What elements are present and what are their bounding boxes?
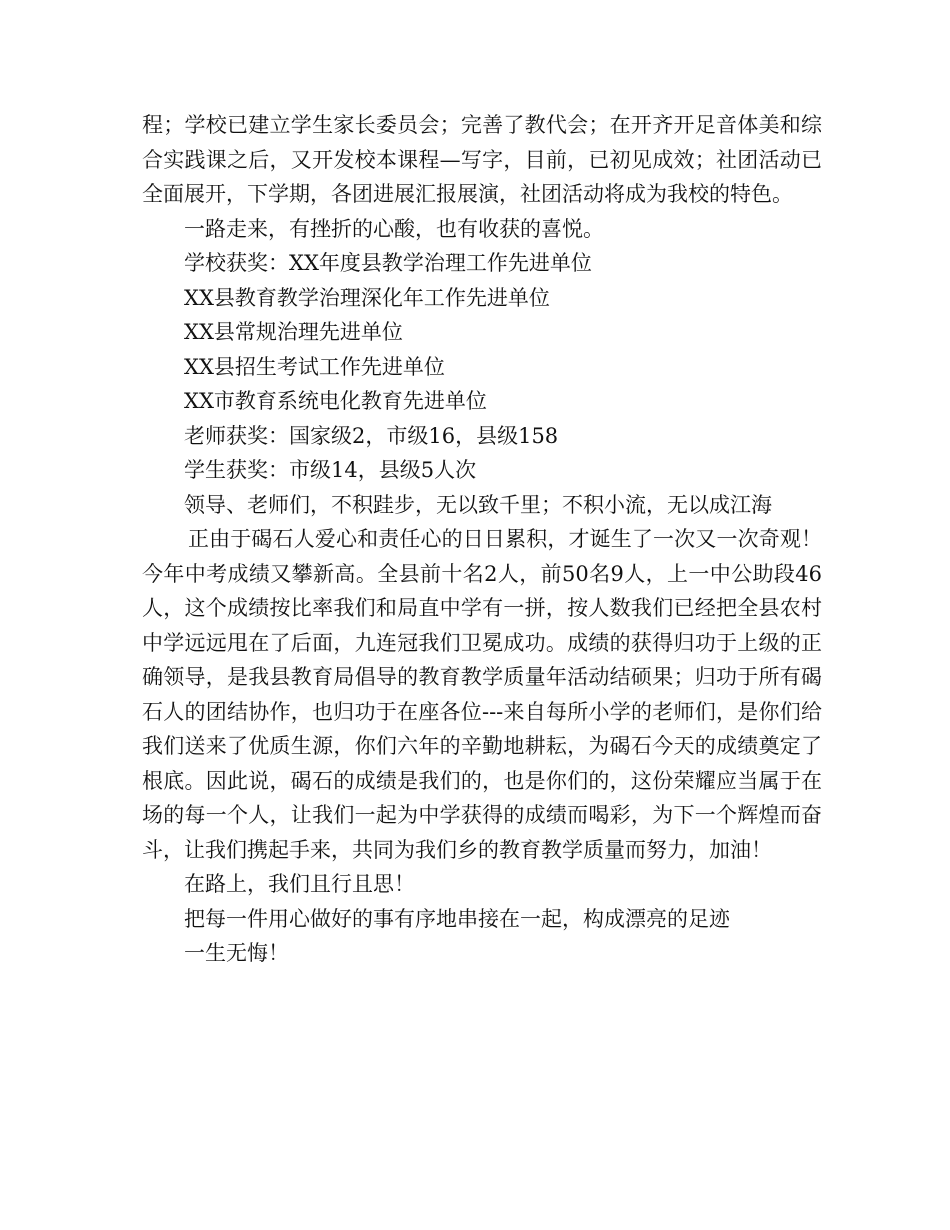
paragraph-teacher-awards: 老师获奖：国家级2，市级16，县级158 [184,423,559,448]
paragraph-school-development: 程；学校已建立学生家长委员会；完善了教代会；在开齐开足音体美和综合实践课之后，又开发校本课程—写字，目前，已初见成效；社团活动已全面展开，下学期，各团进展汇报展演，社团活动将成为我校的特色。 [142,113,822,206]
paragraph-journey: 一路走来，有挫折的心酸，也有收获的喜悦。 [184,216,604,241]
paragraph-footprints: 把每一件用心做好的事有序地串接在一起，构成漂亮的足迹 [184,906,730,931]
award-item: XX县教育教学治理深化年工作先进单位 [184,285,550,310]
paragraph-exam-results: 正由于碣石人爱心和责任心的日日累积，才诞生了一次又一次奇观！今年中考成绩又攀新高。全县前十名2人，前50名9人，上一中公助段46人，这个成绩按比率我们和局直中学有一拼，按人数我们已经把全县农村中学远远甩在了后面，九连冠我们卫冕成功。成绩的获得归功于上级的正确领导，是我县教育局倡导的教育教学质量年活动结硕果；归功于所有碣石人的团结协作，也归功于在座各位---来自每所小学的老师们，是你们给我们送来了优质生源，你们六年的辛勤地耕耘，为碣石今天的成绩奠定了根底。因此说，碣石的成绩是我们的，也是你们的，这份荣耀应当属于在场的每一个人，让我们一起为中学获得的成绩而喝彩，为下一个辉煌而奋斗，让我们携起手来，共同为我们乡的教育教学质量而努力，加油！ [142,527,822,862]
award-item: XX市教育系统电化教育先进单位 [184,389,487,413]
paragraph-school-awards: 学校获奖：XX年度县教学治理工作先进单位 [184,251,592,275]
paragraph-student-awards: 学生获奖：市级14，县级5人次 [184,458,477,482]
paragraph-on-the-road: 在路上，我们且行且思！ [184,872,415,896]
paragraph-quote: 领导、老师们，不积跬步，无以致千里；不积小流，无以成江海 [184,492,772,517]
award-item: XX县招生考试工作先进单位 [184,354,445,379]
document-body [142,108,822,971]
paragraph-no-regrets: 一生无悔！ [184,941,289,965]
award-item: XX县常规治理先进单位 [184,320,403,344]
